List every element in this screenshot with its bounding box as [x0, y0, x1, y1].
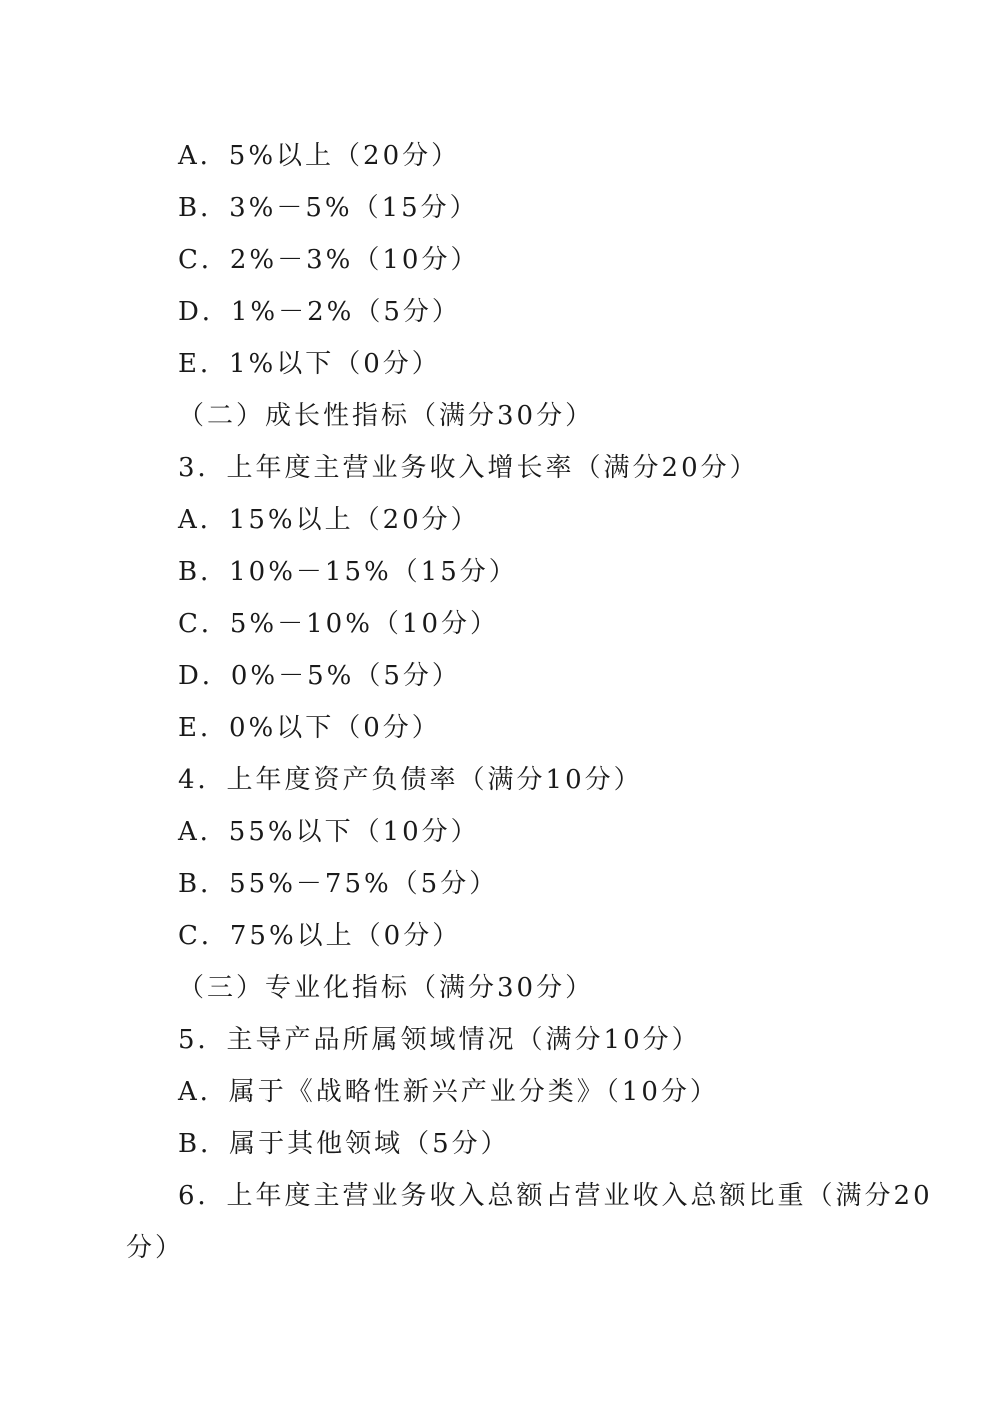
option-line: B．3%－5%（15分）: [178, 193, 479, 223]
option-line: C．75%以上（0分）: [178, 921, 462, 951]
option-line: B．10%－15%（15分）: [178, 557, 518, 587]
item-heading: 3．上年度主营业务收入增长率（满分20分）: [178, 453, 759, 483]
option-line: E．1%以下（0分）: [178, 349, 441, 379]
option-line: B．55%－75%（5分）: [178, 869, 499, 899]
option-line: B．属于其他领域（5分）: [178, 1129, 510, 1159]
item-heading: 5．主导产品所属领域情况（满分10分）: [178, 1025, 701, 1055]
option-line: C．2%－3%（10分）: [178, 245, 480, 275]
item-heading: 6．上年度主营业务收入总额占营业收入总额比重（满分20: [178, 1181, 933, 1211]
option-line: D．0%－5%（5分）: [178, 661, 461, 691]
option-line: A．5%以上（20分）: [178, 141, 461, 171]
item-heading: 4．上年度资产负债率（满分10分）: [178, 765, 643, 795]
option-line: A．55%以下（10分）: [178, 817, 480, 847]
option-line: E．0%以下（0分）: [178, 713, 441, 743]
option-line: C．5%－10%（10分）: [178, 609, 500, 639]
section-heading: （三）专业化指标（满分30分）: [178, 973, 595, 1003]
option-line: D．1%－2%（5分）: [178, 297, 461, 327]
option-line: A．15%以上（20分）: [178, 505, 480, 535]
section-heading: （二）成长性指标（满分30分）: [178, 401, 595, 431]
option-line: A．属于《战略性新兴产业分类》（10分）: [178, 1077, 719, 1107]
item-heading-continuation: 分）: [126, 1233, 185, 1263]
